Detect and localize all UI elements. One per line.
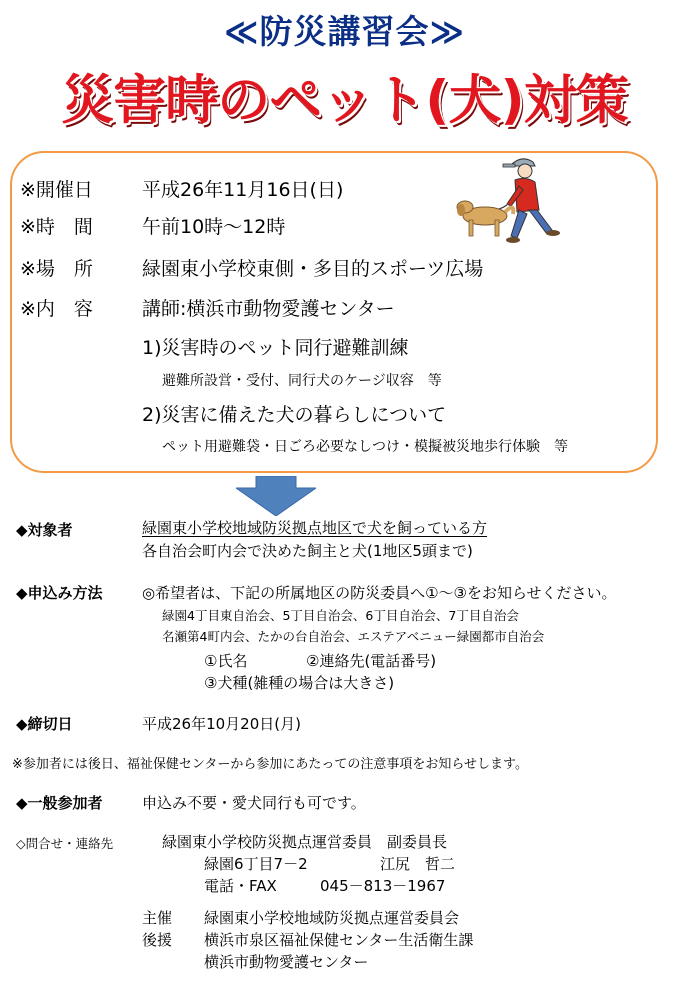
apply-item-2: ②連絡先(電話番号) (306, 652, 437, 670)
apply-line-2: 緑園4丁目東自治会、5丁目自治会、6丁目自治会、7丁目自治会 (162, 608, 519, 623)
contact-address: 緑園6丁目7－2 (204, 855, 308, 873)
contact-label: ◇問合せ・連絡先 (16, 836, 114, 851)
content-item-1-detail: 避難所設営・受付、同行犬のケージ収容 等 (162, 373, 442, 389)
host-name: 緑園東小学校地域防災拠点運営委員会 (204, 909, 460, 927)
contact-phone-label: 電話・FAX (204, 877, 277, 895)
dog-walker-illustration (455, 152, 565, 247)
time-label: ※時 間 (20, 216, 93, 238)
place-label: ※場 所 (20, 258, 93, 280)
participant-note: ※参加者には後日、福祉保健センターから参加にあたっての注意事項をお知らせします。 (12, 757, 528, 772)
target-line-1: 緑園東小学校地域防災拠点地区で犬を飼っている方 (142, 519, 488, 537)
content-item-2-title: 2)災害に備えた犬の暮らしについて (142, 404, 447, 426)
apply-item-1: ①氏名 (204, 652, 248, 670)
host-label: 主催 (142, 909, 173, 927)
content-item-1-title: 1)災害時のペット同行避難訓練 (142, 337, 409, 359)
apply-item-3: ③犬種(雑種の場合は大きさ) (204, 674, 395, 692)
event-subtitle: ≪防災講習会≫ (223, 12, 466, 51)
down-arrow-icon (236, 476, 316, 516)
support-name-2: 横浜市動物愛護センター (204, 953, 369, 971)
deadline-label: ◆締切日 (16, 715, 73, 733)
event-title: 災害時のペット(犬)対策 (61, 70, 628, 131)
deadline-value: 平成26年10月20日(月) (142, 715, 301, 733)
apply-line-3: 名瀬第4町内会、たかの台自治会、エステアベニュー緑園都市自治会 (162, 629, 545, 644)
apply-line-1: ◎希望者は、下記の所属地区の防災委員へ①～③をお知らせください。 (142, 584, 617, 602)
contact-person: 江尻 哲二 (380, 855, 456, 873)
general-label: ◆一般参加者 (16, 794, 103, 812)
support-label: 後援 (142, 931, 173, 949)
general-value: 申込み不要・愛犬同行も可です。 (142, 794, 366, 812)
date-value: 平成26年11月16日(日) (142, 179, 344, 201)
target-line-2: 各自治会町内会で決めた飼主と犬(1地区5頭まで) (142, 542, 473, 560)
contact-phone: 045－813－1967 (320, 877, 446, 895)
date-label: ※開催日 (20, 179, 93, 201)
contact-org: 緑園東小学校防災拠点運営委員 副委員長 (162, 833, 448, 851)
time-value: 午前10時～12時 (142, 216, 286, 238)
place-value: 緑園東小学校東側・多目的スポーツ広場 (142, 258, 484, 280)
content-value: 講師:横浜市動物愛護センター (142, 298, 395, 320)
target-label: ◆対象者 (16, 521, 73, 539)
content-item-2-detail: ペット用避難袋・日ごろ必要なしつけ・模擬被災地歩行体験 等 (162, 439, 568, 455)
support-name-1: 横浜市泉区福祉保健センター生活衛生課 (204, 931, 474, 949)
apply-label: ◆申込み方法 (16, 584, 103, 602)
content-label: ※内 容 (20, 298, 93, 320)
